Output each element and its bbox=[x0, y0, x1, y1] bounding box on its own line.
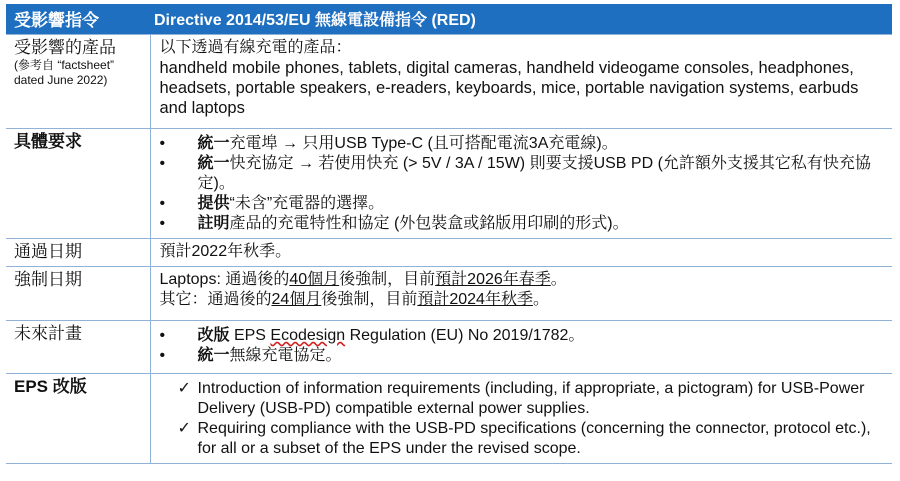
products-intro: 以下透過有線充電的產品： bbox=[159, 39, 352, 56]
row-content-products bbox=[150, 35, 892, 129]
requirement-text: 充電埠 → 只用USB Type-C (且可搭配電流3A充電線)。 bbox=[229, 135, 618, 152]
eps-list bbox=[160, 379, 887, 459]
bullet-icon: • bbox=[159, 215, 166, 232]
future-text: 無線充電協定。 bbox=[229, 347, 342, 364]
enforce-date-label: 強制日期 bbox=[6, 267, 150, 321]
eps-item-text: Introduction of information requirements (including, if appropriate, a pictogram) for USB-Power Delivery (USB-PD) compatible external power supplies. bbox=[197, 380, 865, 417]
enforce-laptops-line bbox=[160, 270, 887, 290]
bullet-icon: • bbox=[159, 195, 166, 212]
products-label: 受影響的產品 bbox=[14, 38, 116, 57]
requirement-keyword: 提供 bbox=[197, 195, 230, 212]
requirement-text: “未含”充電器的選擇。 bbox=[229, 195, 385, 212]
bullet-icon: • bbox=[159, 347, 166, 364]
table-row-requirements bbox=[6, 129, 892, 239]
row-label-products bbox=[6, 35, 150, 129]
table-row-products bbox=[6, 35, 892, 129]
check-icon: ✓ bbox=[177, 420, 191, 437]
directive-table bbox=[6, 4, 892, 464]
enforce-months: 24個月 bbox=[271, 291, 322, 308]
enforce-expected-date: 預計2024年秋季 bbox=[417, 291, 533, 308]
requirement-keyword: 註明 bbox=[197, 215, 230, 232]
enforce-text: Laptops: 通過後的 bbox=[159, 271, 290, 288]
requirements-list bbox=[160, 134, 887, 234]
products-note-line2: dated June 2022) bbox=[14, 73, 108, 87]
bullet-icon: • bbox=[159, 327, 166, 344]
eps-label: EPS 改版 bbox=[6, 374, 150, 464]
row-content-requirements bbox=[150, 129, 892, 239]
enforce-text: 。 bbox=[532, 291, 549, 308]
future-text: EPS bbox=[229, 327, 271, 344]
requirement-keyword: 統一 bbox=[197, 155, 230, 172]
pass-date-text: 預計2022年秋季。 bbox=[150, 239, 892, 267]
list-item bbox=[160, 214, 887, 234]
table-row-enforce-date bbox=[6, 267, 892, 321]
products-list: handheld mobile phones, tablets, digital cameras, handheld videogame consoles, headphones, headsets, portable speakers, e-readers, keyboards, mice, portable navigation systems, earbuds and laptops bbox=[159, 59, 859, 117]
enforce-text: 其它：通過後的 bbox=[159, 291, 272, 308]
check-icon: ✓ bbox=[177, 380, 191, 397]
future-label: 未來計畫 bbox=[6, 321, 150, 374]
table-header-row bbox=[6, 4, 892, 35]
enforce-text: 。 bbox=[550, 271, 567, 288]
list-item bbox=[160, 154, 887, 194]
list-item bbox=[160, 326, 887, 346]
list-item bbox=[160, 379, 887, 419]
enforce-others-line bbox=[160, 290, 887, 310]
requirements-label: 具體要求 bbox=[6, 129, 150, 239]
enforce-text: 後強制，目前 bbox=[321, 291, 418, 308]
pass-date-label: 通過日期 bbox=[6, 239, 150, 267]
future-list bbox=[160, 326, 887, 366]
list-item bbox=[160, 419, 887, 459]
bullet-icon: • bbox=[159, 135, 166, 152]
row-content-eps bbox=[150, 374, 892, 464]
table-row-future bbox=[6, 321, 892, 374]
products-note-line1: (參考自 “factsheet” bbox=[14, 58, 115, 72]
header-directive-title: Directive 2014/53/EU 無線電設備指令 (RED) bbox=[150, 4, 892, 35]
table-row-eps bbox=[6, 374, 892, 464]
future-keyword: 改版 bbox=[197, 327, 230, 344]
future-keyword: 統一 bbox=[197, 347, 230, 364]
header-affected-directive: 受影響指令 bbox=[6, 4, 150, 35]
row-content-enforce-date bbox=[150, 267, 892, 321]
list-item bbox=[160, 194, 887, 214]
enforce-months: 40個月 bbox=[289, 271, 340, 288]
table-row-pass-date bbox=[6, 239, 892, 267]
future-ecodesign: Ecodesign bbox=[270, 327, 346, 344]
row-content-future bbox=[150, 321, 892, 374]
eps-item-text: Requiring compliance with the USB-PD specifications (concerning the connector, protocol etc.), for all or a subset of the EPS under the revised scope. bbox=[197, 420, 871, 457]
requirement-keyword: 統一 bbox=[197, 135, 230, 152]
requirement-text: 快充協定 → 若使用快充 (> 5V / 3A / 15W) 則要支援USB PD (允許額外支援其它私有快充協定)。 bbox=[197, 155, 871, 192]
list-item bbox=[160, 346, 887, 366]
enforce-expected-date: 預計2026年春季 bbox=[435, 271, 551, 288]
requirement-text: 產品的充電特性和協定 (外包裝盒或銘版用印刷的形式)。 bbox=[229, 215, 629, 232]
future-text: Regulation (EU) No 2019/1782。 bbox=[345, 327, 585, 344]
bullet-icon: • bbox=[159, 155, 166, 172]
list-item bbox=[160, 134, 887, 154]
enforce-text: 後強制，目前 bbox=[339, 271, 436, 288]
